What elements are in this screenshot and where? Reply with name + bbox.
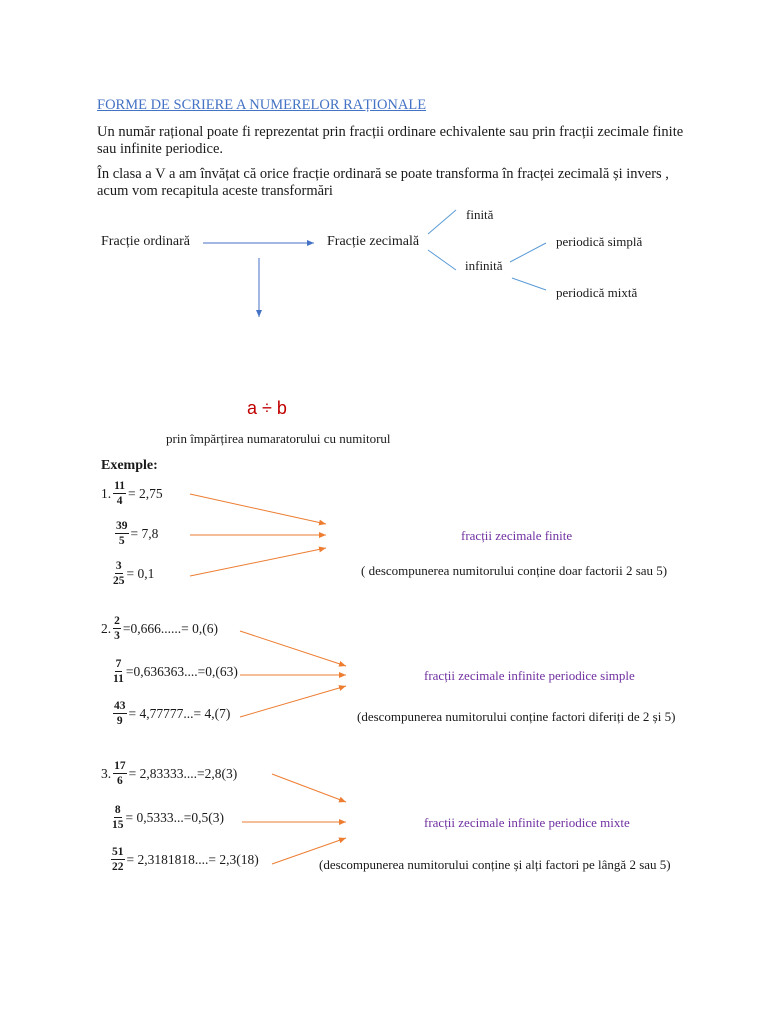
group-index: 2. [101, 620, 112, 636]
arrow-g1-3 [190, 548, 326, 576]
arrow-g1-1 [190, 494, 326, 524]
branch-infinite [428, 250, 456, 270]
example-g2-2 [113, 658, 238, 685]
fraction: $\frac{3}{25}$ [113, 560, 125, 587]
examples-label: Exemple: [101, 458, 158, 473]
decimal-value: = 2,83333....=2,8(3) [128, 765, 238, 781]
decimal-value: =0,666......= 0,(6) [122, 620, 218, 636]
example-g3-2 [112, 804, 224, 831]
fraction: $\frac{2}{3}$ [114, 615, 120, 642]
label-decimal-fraction: Fracție zecimală [327, 234, 420, 249]
division-formula: a ÷ b [247, 398, 287, 418]
example-g1-3 [113, 560, 154, 587]
branch-mixed [512, 278, 546, 290]
example-g2-1 [101, 615, 218, 642]
label-infinite: infinită [465, 258, 503, 273]
decimal-value: = 0,5333...=0,5(3) [125, 809, 224, 825]
decimal-value: = 0,1 [126, 565, 155, 581]
label-ordinary-fraction: Fracție ordinară [101, 234, 191, 249]
example-g1-1 [101, 480, 163, 507]
arrow-g3-1 [272, 774, 346, 802]
decimal-value: = 4,77777...= 4,(7) [128, 705, 231, 721]
division-caption: prin împărțirea numaratorului cu numitorul [166, 431, 391, 446]
label-periodic-simple: periodică simplă [556, 234, 643, 249]
branch-simple [510, 243, 546, 262]
arrow-g2-1 [240, 631, 346, 666]
example-g1-2 [115, 520, 158, 547]
fraction: $\frac{11}{4}$ [114, 480, 125, 507]
group-index: 3. [101, 765, 112, 781]
intro-paragraph-2: În clasa a V a am învățat că orice fracție ordinară se poate transforma în fracței zecimală și invers , acum vom recapitula aceste transformări [97, 166, 669, 199]
label-finite: finită [466, 207, 494, 222]
label-periodic-mixed: periodică mixtă [556, 285, 638, 300]
example-g3-3 [111, 846, 259, 873]
fraction: $\frac{8}{15}$ [112, 804, 124, 831]
decimal-value: = 2,3181818....= 2,3(18) [126, 851, 259, 867]
decimal-value: = 2,75 [128, 485, 163, 501]
fraction: $\frac{39}{5}$ [116, 520, 128, 547]
label-finite-decimals: fracții zecimale finite [461, 528, 573, 543]
arrow-g2-3 [240, 686, 346, 717]
example-g2-3 [113, 700, 230, 727]
page-title: FORME DE SCRIERE A NUMERELOR RAȚIONALE [97, 97, 427, 113]
fraction: $\frac{51}{22}$ [112, 846, 124, 873]
label-infinite-simple: fracții zecimale infinite periodice simple [424, 668, 635, 683]
branch-finite [428, 210, 456, 234]
note-finite: ( descompunerea numitorului conține doar factorii 2 sau 5) [361, 563, 668, 578]
example-g3-1 [101, 760, 237, 787]
decimal-value: =0,636363....=0,(63) [125, 663, 238, 679]
intro-paragraph-1: Un număr rațional poate fi reprezentat prin fracții ordinare echivalente sau prin fracții zecimale finite sau infinite periodice. [97, 124, 684, 157]
note-infinite-simple: (descompunerea numitorului conține factori diferiți de 2 și 5) [357, 709, 676, 724]
fraction: $\frac{17}{6}$ [114, 760, 126, 787]
fraction: $\frac{7}{11}$ [113, 658, 124, 685]
decimal-value: = 7,8 [130, 525, 159, 541]
group-index: 1. [101, 485, 112, 501]
note-infinite-mixed: (descompunerea numitorului conține și alți factori pe lângă 2 sau 5) [319, 857, 671, 872]
fraction: $\frac{43}{9}$ [114, 700, 126, 727]
label-infinite-mixed: fracții zecimale infinite periodice mixte [424, 815, 630, 830]
